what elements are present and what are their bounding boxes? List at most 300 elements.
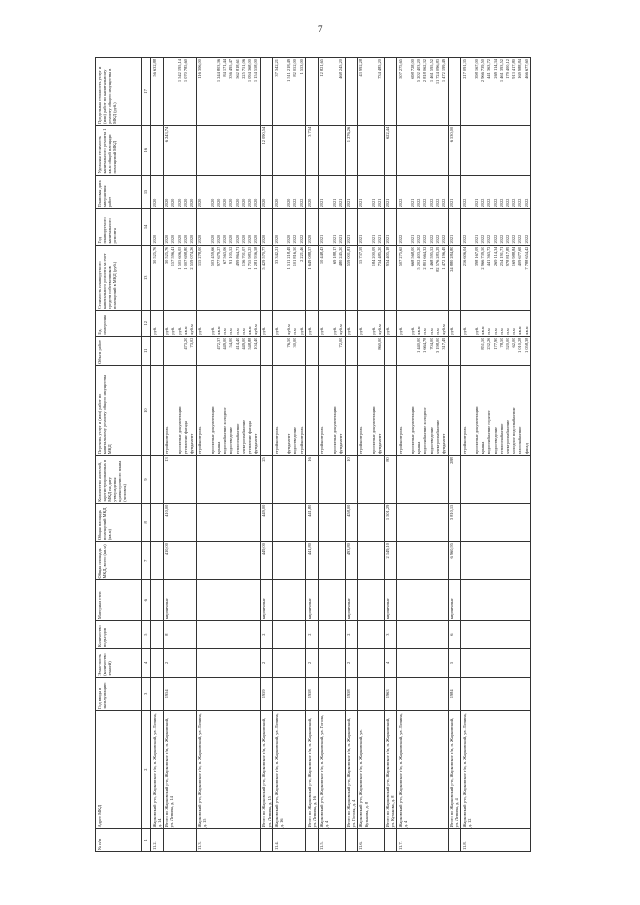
cell-year: 1963 [384, 677, 396, 710]
cell-line: 1 461 393,52 [498, 59, 504, 83]
cell-line: фундамент [337, 433, 343, 455]
cell-line: стройконтроль [397, 426, 403, 455]
cell-end_years [163, 175, 196, 209]
cell-line: 934 405,18 [385, 246, 391, 267]
cell-line: 2020 [222, 234, 228, 244]
cell-line: 2021 [346, 198, 352, 208]
cell-area_rooms: 449,00 [260, 503, 272, 541]
cell-line: 734 485,20 [377, 59, 383, 79]
cell-line: 3 198,00 [434, 337, 440, 353]
cell-limit [260, 58, 272, 126]
cell-line: 2022 [292, 198, 298, 208]
table-row [163, 58, 196, 852]
cell-line: п.м [486, 328, 492, 335]
cell-line: 1 154 558,00 [253, 59, 259, 83]
cell-area_total [461, 542, 531, 580]
cell-plan_years [260, 209, 272, 245]
cell-residents: 288 [448, 456, 460, 503]
cell-line: 269 114,34 [492, 246, 498, 267]
cell-line: 2022 [298, 198, 304, 208]
cell-residents: 25 [260, 456, 272, 503]
cell-area_total [273, 542, 306, 580]
cell-line: 15 737,59 [358, 246, 364, 265]
cell-residents: 13 [163, 456, 196, 503]
cell-line: 101 816,50 [292, 246, 298, 267]
cell-line: 169 988,84 [511, 246, 517, 267]
cell-line: п.м [505, 328, 511, 335]
cell-line: 466 677,60 [523, 59, 529, 79]
cell-line: 2020 [306, 234, 312, 244]
cell-line: руб. [397, 326, 403, 335]
cell-no [345, 829, 357, 852]
cell-works [306, 365, 318, 455]
cell-area_total: 493,80 [345, 542, 357, 580]
cell-works [318, 365, 345, 455]
cell-walls: кирпичные [384, 580, 396, 621]
cell-floors [196, 649, 260, 678]
cell-area_rooms [357, 503, 384, 541]
cell-walls [397, 580, 449, 621]
cell-line: водоснабжение горячее [486, 410, 492, 455]
cell-area_rooms: 3 810,15 [448, 503, 460, 541]
cell-line: 2022 [486, 198, 492, 208]
cell-units [461, 311, 531, 337]
cell-year: 1959 [260, 677, 272, 710]
cell-line: 217 091,35 [461, 59, 467, 79]
cell-no: 11.7. [397, 829, 449, 852]
cell-limit [273, 58, 306, 126]
cell-line: 62,00 [511, 337, 517, 348]
cell-units [196, 311, 260, 337]
cell-residents [273, 456, 306, 503]
cell-works [448, 365, 460, 455]
cell-line: 2021 [331, 198, 337, 208]
cell-area_rooms: 1 501,29 [384, 503, 396, 541]
cell-line: 2021 [449, 234, 455, 244]
cell-line: проектные документации [410, 406, 416, 455]
cell-end_years [273, 175, 306, 209]
cell-line: водоотведение [292, 426, 298, 455]
cell-line: 441 363,72 [486, 59, 492, 79]
cell-line: 2021 [474, 234, 480, 244]
cell-costs [384, 245, 396, 311]
cell-walls [357, 580, 384, 621]
cell-address: Жарковский р-н, Жарковское г/п, п. Жарковский, ул. Ленина, д. 16 [273, 710, 306, 829]
cell-line: 668 568,00 [410, 246, 416, 267]
column-header: Перечень услуг и (или) работ по капитальному ремонту общего имущества МКД [96, 365, 142, 455]
cell-walls: кирпичные [306, 580, 318, 621]
cell-line: 43 992,28 [358, 59, 364, 77]
cell-line: 73,02 [189, 337, 195, 348]
cell-line: 2022 [461, 198, 467, 208]
cell-floors [273, 649, 306, 678]
cell-works [345, 365, 357, 455]
cell-line: 2022 [517, 234, 523, 244]
cell-area_rooms [273, 503, 306, 541]
page-number: 7 [318, 24, 323, 34]
cell-unit_cost [151, 125, 163, 175]
header-row [96, 58, 142, 852]
column-header: Этаж-ность (количество этажей) [96, 649, 142, 678]
cell-plan_years [448, 209, 460, 245]
cell-unit_cost: 12 090,54 [260, 125, 272, 175]
cell-line: 499 864,71 [234, 246, 240, 267]
cell-line: п.м [511, 328, 517, 335]
cell-line: 1 010,28 [517, 337, 523, 353]
cell-no [260, 829, 272, 852]
cell-costs [448, 245, 460, 311]
cell-line: 2020 [286, 234, 292, 244]
cell-area_total: 410,00 [163, 542, 196, 580]
cell-line: 1 511 218,49 [286, 59, 292, 82]
cell-year [196, 677, 260, 710]
cell-end_years [306, 175, 318, 209]
cell-line: 2022 [523, 234, 529, 244]
cell-line: 2020 [182, 198, 188, 208]
cell-line: 1 468 595,52 [428, 246, 434, 270]
table-row [318, 58, 345, 852]
cell-line: 2020 [228, 198, 234, 208]
cell-floors [461, 649, 531, 678]
cell-plan_years [151, 209, 163, 245]
cell-area_total [196, 542, 260, 580]
cell-plan_years [196, 209, 260, 245]
table-row [384, 58, 396, 852]
cell-floors: 2 [306, 649, 318, 678]
table-row [260, 58, 272, 852]
cell-line: 978 817,89 [505, 246, 511, 267]
cell-volumes [345, 336, 357, 365]
cell-line: теплоснабжение [498, 423, 504, 455]
cell-no [306, 829, 318, 852]
cell-residents: 16 [306, 456, 318, 503]
cell-entrances: 2 [306, 621, 318, 649]
cell-area_total [357, 542, 384, 580]
cell-line [152, 367, 158, 454]
cell-line: п.м [234, 328, 240, 335]
cell-line: стройконтроль [164, 426, 170, 455]
cell-costs [196, 245, 260, 311]
column-header: Стоимость планируемого капитального ремонта за счет средств собственников помещений в МКД (руб.) [96, 245, 142, 311]
cell-line: 2022 [517, 198, 523, 208]
cell-floors: 4 [384, 649, 396, 678]
cell-limit [196, 58, 260, 126]
cell-line: фундамент [253, 433, 259, 455]
column-header: Удельная стоимость капитального ремонта 1 кв.м общей площади помещений МКД [96, 125, 142, 175]
cell-line: теплоснабжение [234, 423, 240, 455]
cell-area_rooms [397, 503, 449, 541]
cell-entrances [357, 621, 384, 649]
cell-line: п.м [292, 328, 298, 335]
cell-line: 2020 [197, 198, 203, 208]
cell-unit_cost [461, 125, 531, 175]
cell-units [260, 311, 272, 337]
table-row [345, 58, 357, 852]
cell-volumes [260, 336, 272, 365]
cell-line: 2022 [422, 198, 428, 208]
column-number: 12 [142, 311, 151, 337]
cell-line: руб. [261, 326, 267, 335]
cell-line: утепление фасада [182, 421, 188, 455]
cell-line: п.м [492, 328, 498, 335]
cell-unit_cost: 6 530,00 [448, 125, 460, 175]
cell-costs [357, 245, 384, 311]
cell-end_years [461, 175, 531, 209]
cell-line: 2022 [523, 198, 529, 208]
table-row [273, 58, 306, 852]
cell-line: 2022 [492, 198, 498, 208]
cell-line: 1 094 368,00 [246, 59, 252, 83]
cell-line: электроснабжение [240, 419, 246, 455]
cell-line: 548,88 [246, 337, 252, 350]
cell-line: 473,20 [182, 337, 188, 350]
cell-line: 2020 [234, 234, 240, 244]
cell-line: 1 070 785,60 [182, 59, 188, 83]
cell-line: руб. [306, 326, 312, 335]
column-number: 7 [142, 542, 151, 580]
cell-area_rooms: 441,80 [306, 503, 318, 541]
cell-unit_cost [397, 125, 449, 175]
cell-line: 5 429 570,77 [261, 246, 267, 270]
cell-line [152, 338, 158, 364]
cell-line: 336 495,47 [228, 59, 234, 79]
cell-line: п.м [240, 328, 246, 335]
cell-plan_years [461, 209, 531, 245]
cell-line: руб. [197, 326, 203, 335]
cell-costs [397, 245, 449, 311]
table-row [397, 58, 449, 852]
column-number: 16 [142, 125, 151, 175]
cell-residents [357, 456, 384, 503]
cell-line: руб. [164, 326, 170, 335]
cell-unit_cost [273, 125, 306, 175]
cell-line: куб.м [441, 324, 447, 335]
cell-area_rooms [461, 503, 531, 541]
cell-line: 2 966 739,50 [480, 246, 486, 270]
cell-floors [397, 649, 449, 678]
cell-works [151, 365, 163, 455]
table-row [461, 58, 531, 852]
cell-line: 520,00 [505, 337, 511, 350]
cell-line: 2020 [189, 234, 195, 244]
cell-residents [196, 456, 260, 503]
cell-line: руб. [170, 326, 176, 335]
cell-line: 977 679,27 [215, 246, 221, 267]
cell-line: 2021 [346, 234, 352, 244]
cell-area_rooms [151, 503, 163, 541]
cell-line: 2020 [286, 198, 292, 208]
column-number: 9 [142, 456, 151, 503]
cell-line: кв.м [480, 326, 486, 335]
cell-line: 2020 [189, 198, 195, 208]
cell-line: 2020 [197, 234, 203, 244]
cell-limit [306, 58, 318, 126]
cell-line: 179 400,12 [505, 59, 511, 79]
cell-plan_years [384, 209, 396, 245]
cell-end_years [196, 175, 260, 209]
cell-line [385, 59, 391, 124]
cell-floors: 2 [163, 649, 196, 678]
cell-volumes [151, 336, 163, 365]
cell-line: 507 275,65 [397, 59, 403, 79]
cell-line: 2022 [434, 234, 440, 244]
cell-line: руб. [461, 326, 467, 335]
cell-line [189, 59, 195, 124]
cell-line: 860,00 [377, 337, 383, 350]
cell-line: фундамент [377, 433, 383, 455]
cell-plan_years [318, 209, 345, 245]
cell-line: 5 202 403,20 [416, 246, 422, 270]
cell-line: 1 511 218,49 [286, 246, 292, 270]
cell-line: 1 542 195,14 [176, 59, 182, 83]
cell-line: 37 342,21 [273, 59, 279, 77]
table-row [151, 58, 163, 852]
column-header: Ед. измерения [96, 311, 142, 337]
cell-area_rooms [196, 503, 260, 541]
cell-line: 2021 [319, 198, 325, 208]
cell-end_years [318, 175, 345, 209]
cell-line: 2022 [505, 198, 511, 208]
cell-no: 11.3. [196, 829, 260, 852]
cell-line: 698 728,00 [410, 59, 416, 79]
cell-line: 2022 [434, 198, 440, 208]
cell-line: 2020 [253, 234, 259, 244]
cell-entrances: 6 [448, 621, 460, 649]
cell-line: 2 818 062,32 [422, 59, 428, 83]
cell-line: 269 114,34 [492, 59, 498, 79]
cell-area_rooms: 458,00 [345, 503, 357, 541]
cell-unit_cost: 622,44 [384, 125, 396, 175]
cell-address: Итого по Жарковский р-н, Жарковское г/п, п. Жарковский, ул. Ленина, д. 15 [260, 710, 272, 829]
cell-line: 2020 [209, 234, 215, 244]
cell-line: 2022 [498, 198, 504, 208]
cell-line: 2022 [416, 234, 422, 244]
column-number: 13 [142, 245, 151, 311]
cell-line: 1 505 606,05 [176, 246, 182, 270]
cell-no [448, 829, 460, 852]
cell-line [346, 59, 352, 124]
cell-volumes [306, 336, 318, 365]
cell-entrances [397, 621, 449, 649]
column-number-row [142, 58, 151, 852]
cell-line: 2020 [240, 234, 246, 244]
cell-line: 2021 [377, 198, 383, 208]
cell-line: 2022 [428, 234, 434, 244]
cell-walls [318, 580, 345, 621]
cell-costs [260, 245, 272, 311]
column-number: 5 [142, 621, 151, 649]
cell-line [449, 367, 455, 454]
cell-line: 2022 [422, 234, 428, 244]
cell-line: 1 007 698,80 [182, 246, 188, 270]
cell-line: 115 278,00 [197, 246, 203, 267]
cell-entrances [461, 621, 531, 649]
cell-address: Жарковский р-н, Жарковское г/п, п. Жарковский, ул. Гоголя, д. 4 [318, 710, 345, 829]
column-number: 3 [142, 677, 151, 710]
cell-limit [357, 58, 384, 126]
column-header: Адрес МКД [96, 710, 142, 829]
column-number: 10 [142, 365, 151, 455]
cell-line: 2020 [261, 198, 267, 208]
cell-volumes [461, 336, 531, 365]
cell-line: руб. [449, 326, 455, 335]
cell-line: стройконтроль [197, 426, 203, 455]
cell-line: 734 485,20 [377, 246, 383, 267]
cell-line: стройконтроль [298, 426, 304, 455]
cell-line: 184 200,09 [370, 246, 376, 267]
cell-line: крыша [215, 441, 221, 455]
cell-line: 2021 [377, 234, 383, 244]
cell-volumes [357, 336, 384, 365]
cell-works [397, 365, 449, 455]
cell-line: п.м [422, 328, 428, 335]
cell-walls [151, 580, 163, 621]
column-number: 15 [142, 175, 151, 209]
cell-limit [448, 58, 460, 126]
cell-entrances [318, 621, 345, 649]
cell-line: 2020 [209, 198, 215, 208]
cell-no: 11.2. [151, 829, 163, 852]
cell-line: 2020 [164, 198, 170, 208]
cell-line: руб. [385, 326, 391, 335]
cell-line: 2 966 739,50 [480, 59, 486, 83]
cell-line: руб. [474, 326, 480, 335]
cell-line: 507 275,65 [397, 246, 403, 267]
cell-line [385, 367, 391, 454]
cell-floors: 2 [260, 649, 272, 678]
cell-line: 1 058,38 [523, 337, 529, 353]
cell-limit [318, 58, 345, 126]
cell-line [385, 338, 391, 364]
cell-works [260, 365, 272, 455]
cell-line: 2020 [176, 198, 182, 208]
cell-residents [151, 456, 163, 503]
cell-line: 30,00 [292, 337, 298, 348]
cell-line: 10 448,43 [319, 246, 325, 265]
cell-line: куб.м [337, 324, 343, 335]
cell-line: 2020 [228, 234, 234, 244]
cell-year [151, 677, 163, 710]
cell-line: проектные документации [176, 406, 182, 455]
cell-units [306, 311, 318, 337]
cell-entrances: 8 [163, 621, 196, 649]
cell-line: 2020 [306, 198, 312, 208]
cell-line: руб. [298, 326, 304, 335]
cell-line: фундамент [286, 433, 292, 455]
cell-line: 2021 [337, 198, 343, 208]
cell-line: 67 563,06 [222, 246, 228, 265]
cell-line: 2020 [253, 198, 259, 208]
cell-line: проектные документации [370, 406, 376, 455]
cell-volumes [273, 336, 306, 365]
cell-line: 2020 [170, 198, 176, 208]
cell-line: кв.м [523, 326, 529, 335]
cell-line: 2022 [498, 234, 504, 244]
cell-line: 1 472 196,49 [441, 246, 447, 270]
column-number: 6 [142, 580, 151, 621]
cell-line: 472,37 [215, 337, 221, 350]
cell-area_total: 6 960,95 [448, 542, 460, 580]
cell-line: фундамент [441, 433, 447, 455]
cell-line: 2022 [480, 234, 486, 244]
cell-line: 414,40 [234, 337, 240, 350]
cell-end_years [448, 175, 460, 209]
cell-entrances: 3 [384, 621, 396, 649]
cell-line: 704,00 [428, 337, 434, 350]
cell-line: 2020 [215, 198, 221, 208]
cell-costs [461, 245, 531, 311]
cell-year: 1958 [306, 677, 318, 710]
